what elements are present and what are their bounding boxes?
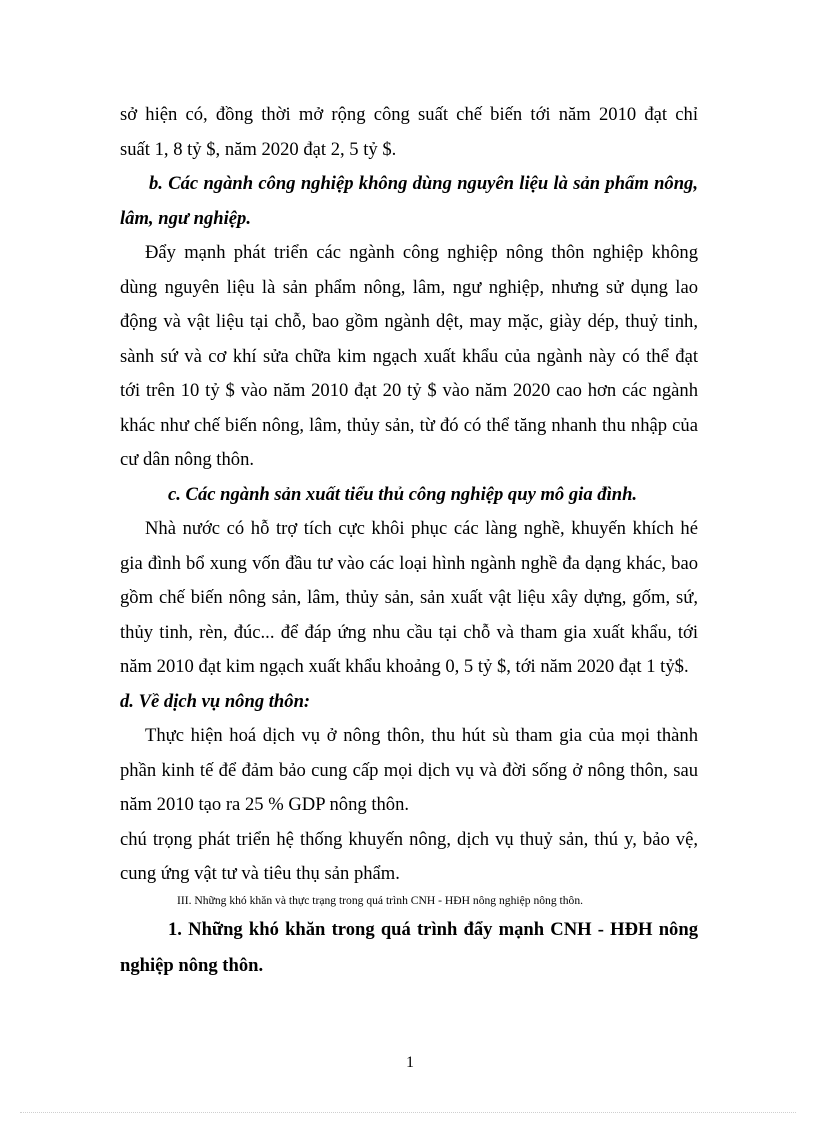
text-line: dùng nguyên liệu là sản phẩm nông, lâm, ngư nghiệp, nhưng sử dụng lao [120,277,698,298]
text-line: sành sứ và cơ khí sửa chữa kim ngạch xuất khẩu của ngành này có thể đạt [120,346,698,367]
heading-1-cont: nghiệp nông thôn. [120,955,264,976]
page-border [20,1112,796,1113]
text-line: cư dân nông thôn. [120,449,255,470]
heading-1: 1. Những khó khăn trong quá trình đẩy mạnh CNH - HĐH nông [168,919,698,940]
text-line: gia đình bổ xung vốn đầu tư vào các loại hình ngành nghề đa dạng khác, bao [120,553,698,574]
text-line: tới trên 10 tỷ $ vào năm 2010 đạt 20 tỷ $ vào năm 2020 cao hơn các ngành [120,380,698,401]
text-line: thủy tinh, rèn, đúc... để đáp ứng nhu cầu tại chỗ và tham gia xuất khẩu, tới [120,622,698,643]
page-number: 1 [406,1054,414,1071]
text-line: cung ứng vật tư và tiêu thụ sản phẩm. [120,863,400,884]
section-heading-b: b. Các ngành công nghiệp không dùng nguyên liệu là sản phẩm nông, [149,173,698,194]
text-line: suất 1, 8 tỷ $, năm 2020 đạt 2, 5 tỷ $. [120,139,397,160]
text-line: chú trọng phát triển hệ thống khuyến nông, dịch vụ thuỷ sản, thú y, bảo vệ, [120,829,698,850]
text-line: Nhà nước có hỗ trợ tích cực khôi phục các làng nghề, khuyến khích hé [145,518,698,539]
section-heading-b-cont: lâm, ngư nghiệp. [120,208,251,229]
text-line: khác như chế biến nông, lâm, thủy sản, từ đó có thể tăng nhanh thu nhập của [120,415,698,436]
text-line: Thực hiện hoá dịch vụ ở nông thôn, thu hút sù tham gia của mọi thành [145,725,698,746]
text-line: sở hiện có, đồng thời mở rộng công suất chế biến tới năm 2010 đạt chỉ [120,104,698,125]
text-line: động và vật liệu tại chỗ, bao gồm ngành dệt, may mặc, giày dép, thuỷ tinh, [120,311,698,332]
text-line: năm 2010 đạt kim ngạch xuất khẩu khoảng 0, 5 tỷ $, tới năm 2020 đạt 1 tỷ$. [120,656,689,677]
text-line: năm 2010 tạo ra 25 % GDP nông thôn. [120,794,410,815]
section-heading-d: d. Về dịch vụ nông thôn: [120,691,311,712]
text-line: Đẩy mạnh phát triển các ngành công nghiệp nông thôn nghiệp không [145,242,698,263]
text-line: gồm chế biến nông sản, lâm, thủy sản, sản xuất vật liệu xây dựng, gốm, sứ, [120,587,698,608]
section-heading-c: c. Các ngành sản xuất tiểu thủ công nghiệp quy mô gia đình. [168,484,638,505]
text-line: phần kinh tế để đảm bảo cung cấp mọi dịch vụ và đời sống ở nông thôn, sau [120,760,698,781]
section-heading-iii: III. Những khó khăn và thực trạng trong quá trình CNH - HĐH nông nghiệp nông thôn. [177,894,584,907]
